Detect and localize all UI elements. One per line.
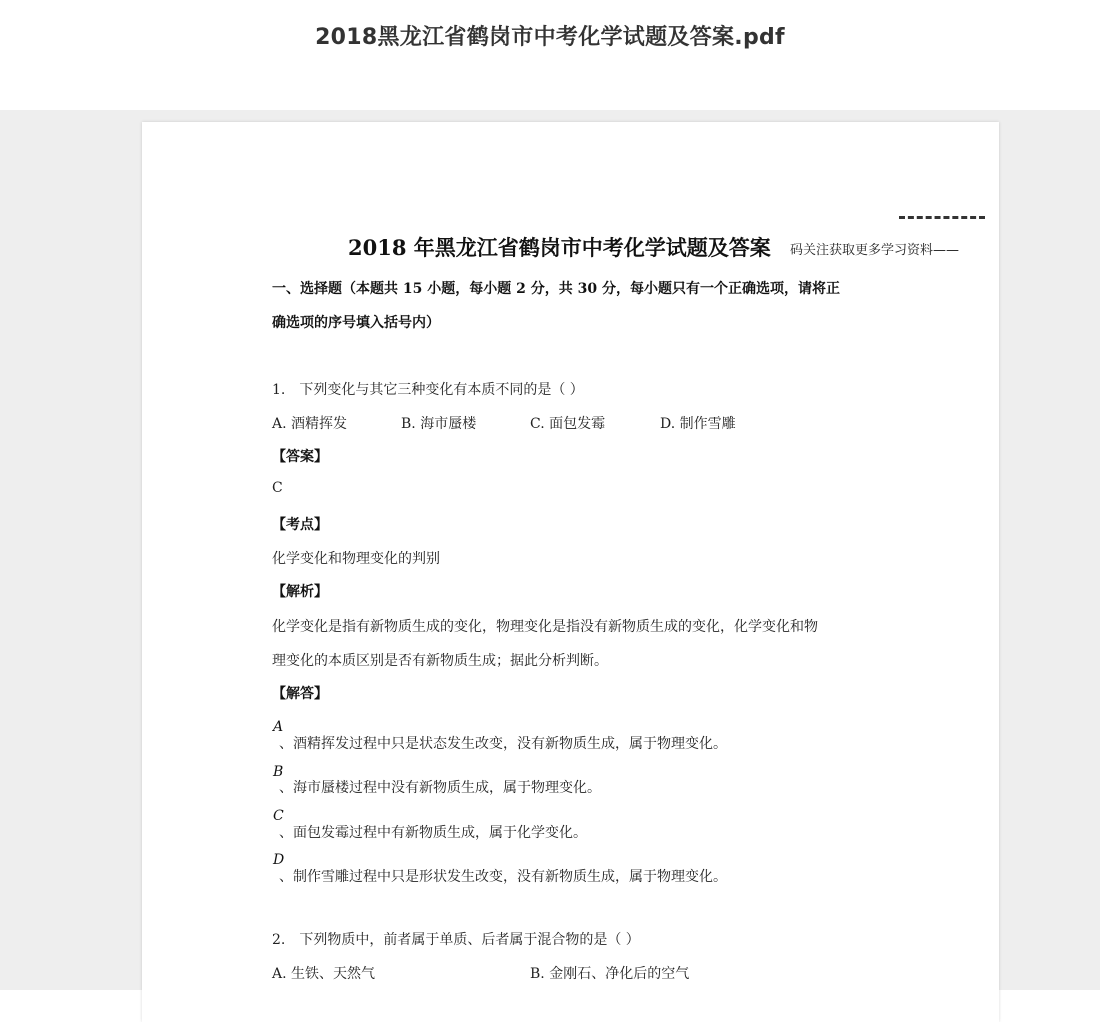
pdf-viewer[interactable] [0,110,1100,990]
solution-label: 【解答】 [272,686,328,702]
solution-b-letter: B [273,764,284,780]
solution-d-text: 、制作雪雕过程中只是形状发生改变，没有新物质生成，属于物理变化。 [279,869,727,885]
q2-option-a: A. 生铁、天然气 [272,966,376,982]
analysis-line1: 化学变化是指有新物质生成的变化，物理变化是指没有新物质生成的变化，化学变化和物 [272,619,818,635]
analysis-label: 【解析】 [272,584,328,600]
knowledge-point-label: 【考点】 [272,517,328,533]
solution-a-letter: A [273,719,284,735]
solution-d-letter: D [273,852,285,868]
answer-label: 【答案】 [272,449,328,465]
document-header [0,0,1100,110]
analysis-line2: 理变化的本质区别是否有新物质生成；据此分析判断。 [272,653,608,669]
watermark-text: 码关注获取更多学习资料—— [790,243,960,258]
q1-option-a: A. 酒精挥发 [272,416,348,432]
paper-title: 2018 年黑龙江省鹤岗市中考化学试题及答案 [348,235,771,260]
section-heading-line2: 确选项的序号填入括号内） [272,315,440,331]
question-1-stem: 1. 下列变化与其它三种变化有本质不同的是（ ） [272,382,584,398]
document-title: 2018黑龙江省鹤岗市中考化学试题及答案.pdf [315,25,785,50]
solution-c-letter: C [273,808,284,824]
question-2-stem: 2. 下列物质中，前者属于单质、后者属于混合物的是（ ） [272,932,640,948]
solution-c-text: 、面包发霉过程中有新物质生成，属于化学变化。 [279,825,587,841]
solution-b-text: 、海市蜃楼过程中没有新物质生成，属于物理变化。 [279,780,601,796]
q2-option-b: B. 金刚石、净化后的空气 [530,966,690,982]
q1-option-b: B. 海市蜃楼 [401,416,477,432]
q1-option-d: D. 制作雪雕 [660,416,736,432]
header-dash-decoration [899,216,985,225]
solution-a-text: 、酒精挥发过程中只是状态发生改变，没有新物质生成，属于物理变化。 [279,736,727,752]
knowledge-point-text: 化学变化和物理变化的判别 [272,551,440,567]
pdf-page [142,122,999,1022]
q1-option-c: C. 面包发霉 [530,416,606,432]
answer-value: C [272,480,283,496]
section-heading-line1: 一、选择题（本题共 15 小题，每小题 2 分，共 30 分，每小题只有一个正确选项，请将正 [272,281,840,297]
